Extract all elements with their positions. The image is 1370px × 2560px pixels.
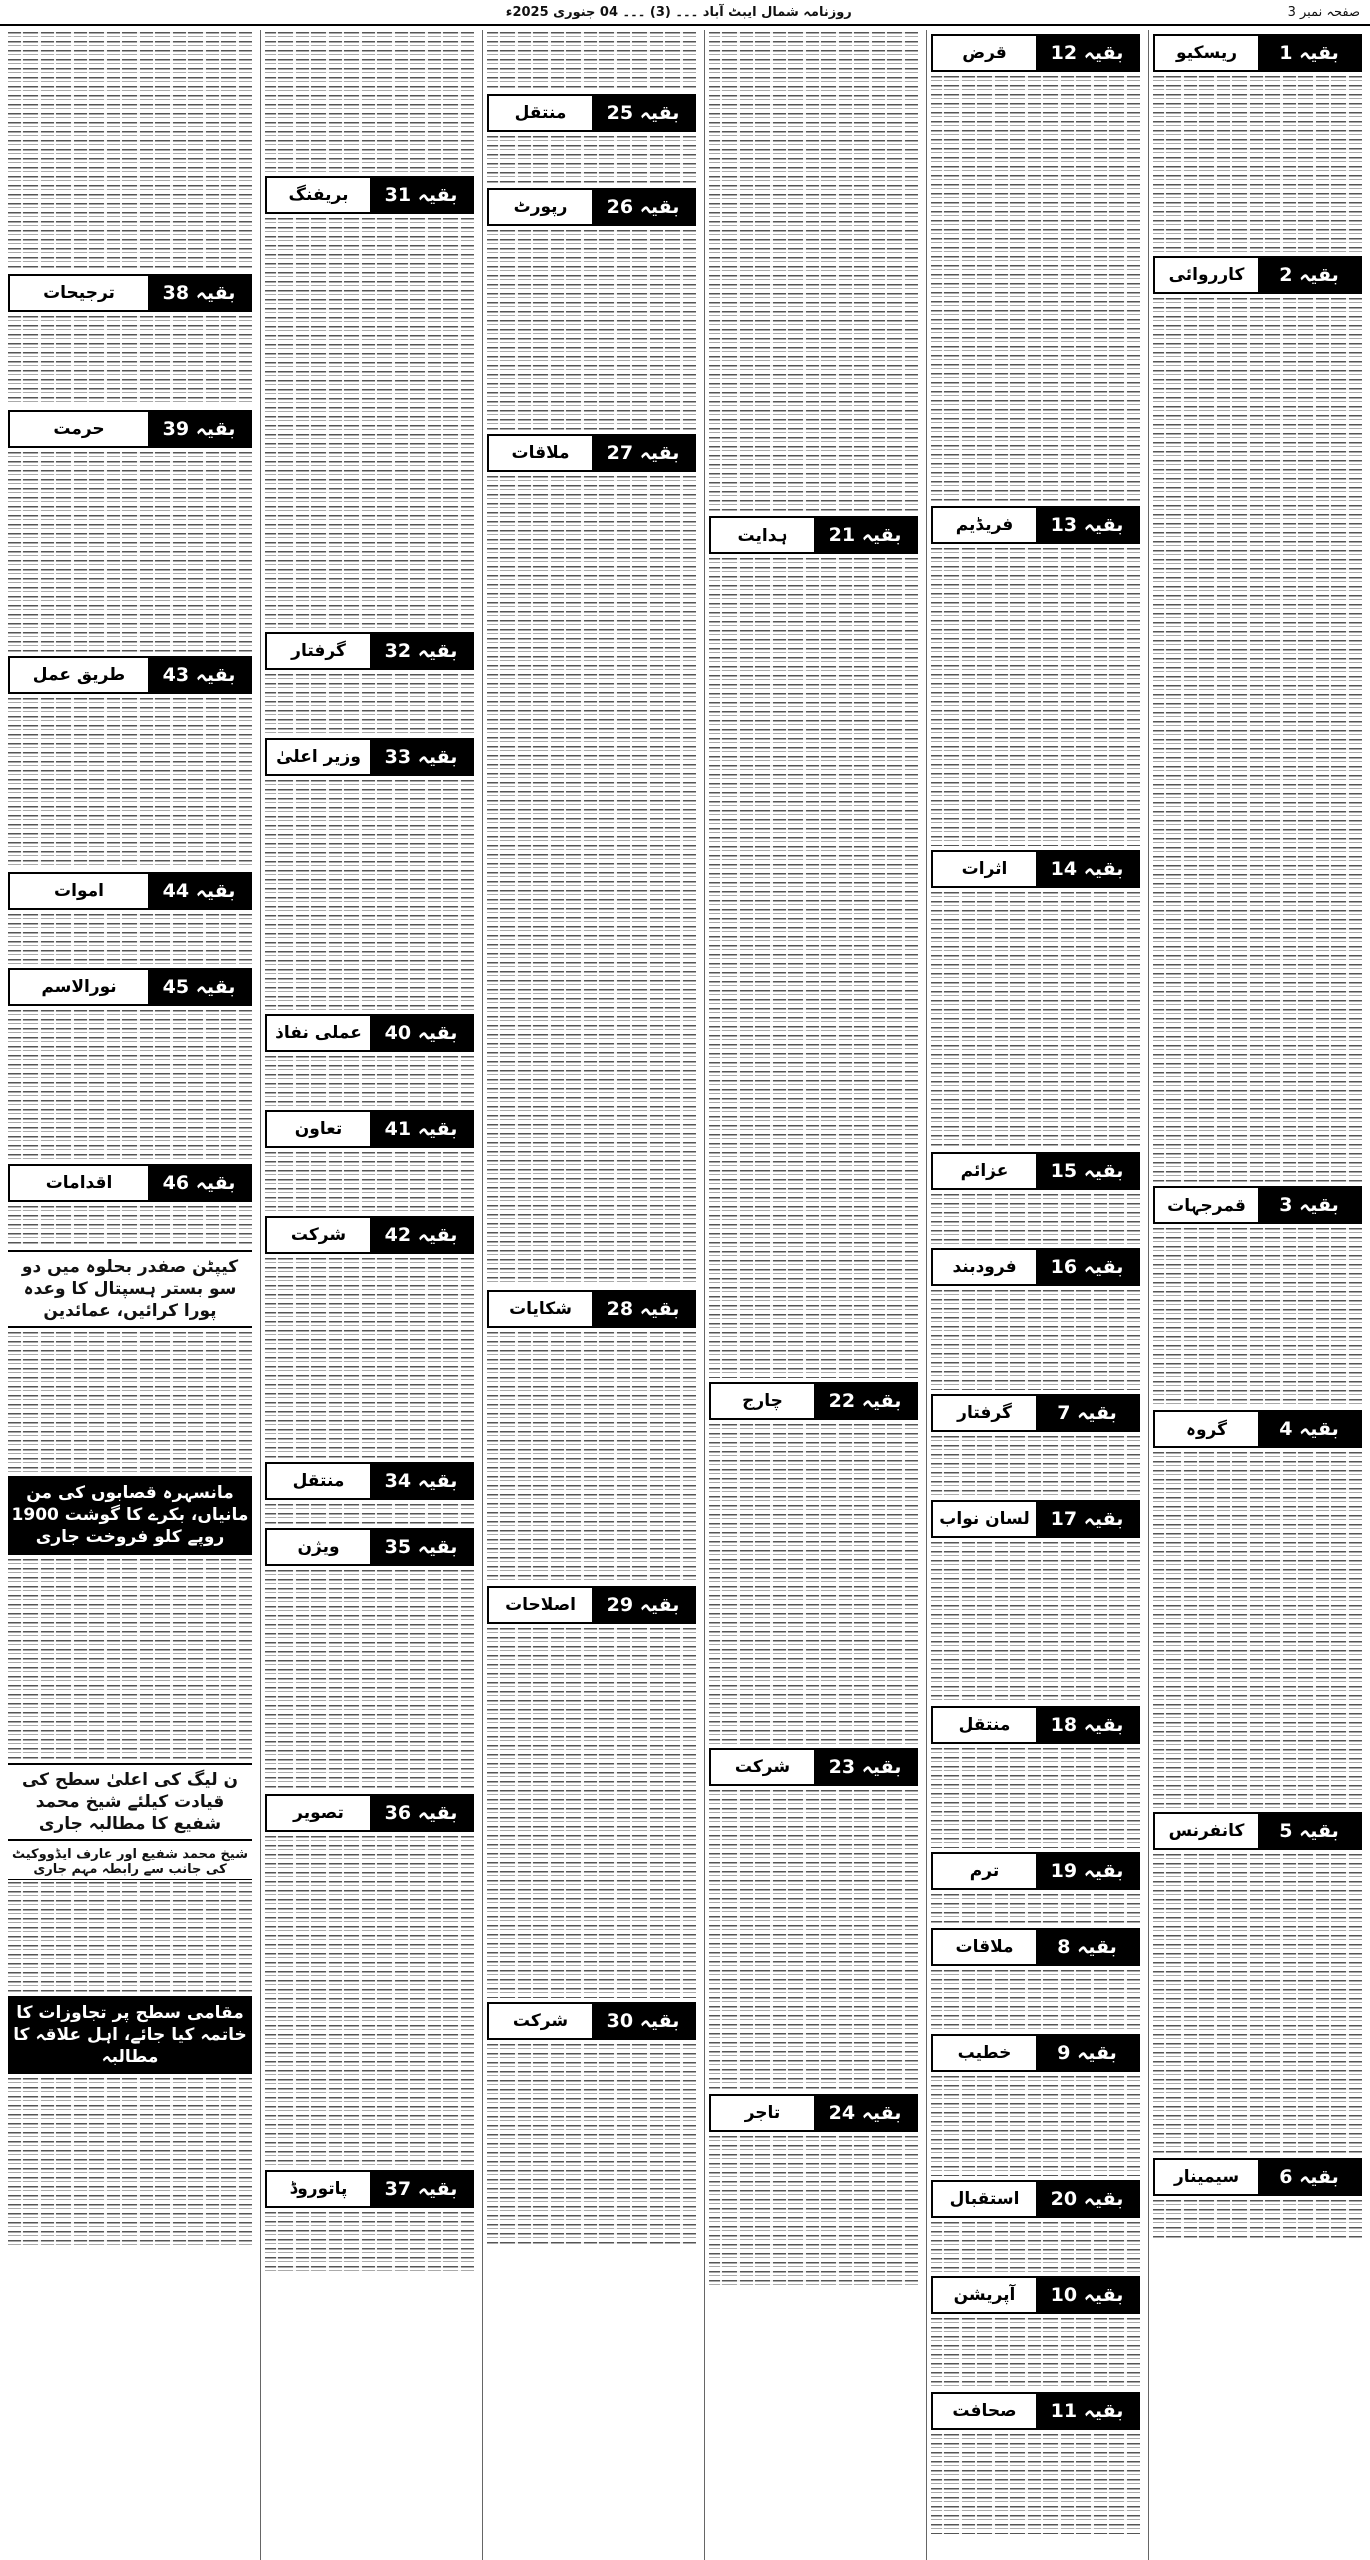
baqia-number: بقیہ 33 xyxy=(370,740,472,774)
baqia-header xyxy=(8,410,252,448)
baqia-header xyxy=(931,506,1140,544)
baqia-number: بقیہ 2 xyxy=(1258,258,1360,292)
baqia-number: بقیہ 36 xyxy=(370,1796,472,1830)
baqia-header xyxy=(265,176,474,214)
column-1 xyxy=(1148,30,1366,2560)
news-headline: ن لیگ کی اعلیٰ سطح کی قیادت کیلئے شیخ محمد شفیع کا مطالبہ جاری xyxy=(8,1763,252,1841)
baqia-header xyxy=(931,1928,1140,1966)
baqia-number: بقیہ 29 xyxy=(592,1588,694,1622)
baqia-header xyxy=(931,1394,1140,1432)
baqia-header xyxy=(931,2180,1140,2218)
article-text-block xyxy=(709,558,918,1378)
article-text-block xyxy=(1153,2200,1362,2240)
baqia-number: بقیہ 14 xyxy=(1036,852,1138,886)
baqia-number: بقیہ 22 xyxy=(814,1384,916,1418)
baqia-number: بقیہ 45 xyxy=(148,970,250,1004)
baqia-number: بقیہ 5 xyxy=(1258,1814,1360,1848)
baqia-header xyxy=(487,2002,696,2040)
baqia-number: بقیہ 39 xyxy=(148,412,250,446)
article-text-block xyxy=(265,1056,474,1106)
baqia-title: قرض xyxy=(933,36,1036,70)
baqia-title: منتقل xyxy=(267,1464,370,1498)
baqia-number: بقیہ 31 xyxy=(370,178,472,212)
baqia-title: ریسکیو xyxy=(1155,36,1258,70)
baqia-header xyxy=(265,1462,474,1500)
baqia-number: بقیہ 28 xyxy=(592,1292,694,1326)
baqia-title: بریفنگ xyxy=(267,178,370,212)
baqia-title: پاتوروڈ xyxy=(267,2172,370,2206)
baqia-number: بقیہ 25 xyxy=(592,96,694,130)
article-text-block xyxy=(931,2318,1140,2388)
baqia-title: اثرات xyxy=(933,852,1036,886)
article-text-block xyxy=(8,914,252,964)
article-text-block xyxy=(8,1206,252,1246)
baqia-title: کارروائی xyxy=(1155,258,1258,292)
article-text-block xyxy=(1153,76,1362,252)
baqia-title: استقبال xyxy=(933,2182,1036,2216)
baqia-number: بقیہ 35 xyxy=(370,1530,472,1564)
baqia-header xyxy=(265,1794,474,1832)
baqia-number: بقیہ 8 xyxy=(1036,1930,1138,1964)
baqia-number: بقیہ 18 xyxy=(1036,1708,1138,1742)
news-headline: مانسہرہ قصابوں کی من مانیاں، بکرے کا گوشت 1900 روپے کلو فروخت جاری xyxy=(8,1476,252,1554)
article-text-block xyxy=(8,1559,252,1759)
baqia-title: ویژن xyxy=(267,1530,370,1564)
baqia-header xyxy=(265,1216,474,1254)
baqia-header xyxy=(265,632,474,670)
article-text-block xyxy=(8,452,252,652)
baqia-header xyxy=(931,1248,1140,1286)
baqia-header xyxy=(709,2094,918,2132)
baqia-header xyxy=(487,434,696,472)
baqia-header xyxy=(709,1748,918,1786)
baqia-header xyxy=(487,188,696,226)
news-subheadline: شیخ محمد شفیع اور عارف ایڈووکیٹ کی جانب سے رابطہ مہم جاری xyxy=(8,1845,252,1880)
baqia-header xyxy=(931,1500,1140,1538)
baqia-number: بقیہ 42 xyxy=(370,1218,472,1252)
baqia-header xyxy=(487,1290,696,1328)
baqia-number: بقیہ 6 xyxy=(1258,2160,1360,2194)
baqia-title: اقدامات xyxy=(10,1166,148,1200)
article-text-block xyxy=(487,1628,696,1998)
baqia-header xyxy=(931,850,1140,888)
baqia-header xyxy=(8,656,252,694)
baqia-number: بقیہ 43 xyxy=(148,658,250,692)
baqia-title: ملاقات xyxy=(489,436,592,470)
article-text-block xyxy=(931,2434,1140,2534)
baqia-title: تاجر xyxy=(711,2096,814,2130)
article-text-block xyxy=(265,1504,474,1524)
baqia-title: اصلاحات xyxy=(489,1588,592,1622)
column-3 xyxy=(704,30,922,2560)
article-text-block xyxy=(931,76,1140,502)
article-text-block xyxy=(487,1332,696,1582)
baqia-number: بقیہ 23 xyxy=(814,1750,916,1784)
article-text-block xyxy=(709,1424,918,1744)
article-text-block xyxy=(709,32,918,512)
baqia-number: بقیہ 26 xyxy=(592,190,694,224)
article-text-block xyxy=(931,2076,1140,2176)
baqia-number: بقیہ 13 xyxy=(1036,508,1138,542)
article-text-block xyxy=(8,1332,252,1472)
baqia-header xyxy=(931,1152,1140,1190)
article-text-block xyxy=(1153,1854,1362,2154)
baqia-header xyxy=(8,872,252,910)
baqia-header xyxy=(8,968,252,1006)
baqia-title: وزیر اعلیٰ xyxy=(267,740,370,774)
baqia-title: ترم xyxy=(933,1854,1036,1888)
baqia-header xyxy=(931,1706,1140,1744)
baqia-title: اموات xyxy=(10,874,148,908)
baqia-number: بقیہ 15 xyxy=(1036,1154,1138,1188)
page-number: صفحہ نمبر 3 xyxy=(1287,4,1360,20)
baqia-header xyxy=(931,1852,1140,1890)
article-text-block xyxy=(709,1790,918,2090)
baqia-title: آپریشن xyxy=(933,2278,1036,2312)
baqia-number: بقیہ 10 xyxy=(1036,2278,1138,2312)
baqia-title: گرفتار xyxy=(267,634,370,668)
baqia-number: بقیہ 3 xyxy=(1258,1188,1360,1222)
article-text-block xyxy=(8,316,252,406)
baqia-header xyxy=(265,1014,474,1052)
baqia-number: بقیہ 12 xyxy=(1036,36,1138,70)
baqia-title: عزائم xyxy=(933,1154,1036,1188)
baqia-title: منتقل xyxy=(489,96,592,130)
baqia-header xyxy=(487,94,696,132)
article-text-block xyxy=(487,230,696,430)
baqia-number: بقیہ 46 xyxy=(148,1166,250,1200)
baqia-title: تصویر xyxy=(267,1796,370,1830)
news-headline: مقامی سطح پر تجاوزات کا خاتمہ کیا جائے، اہل علاقہ کا مطالبہ xyxy=(8,1996,252,2074)
article-text-block xyxy=(487,476,696,1286)
article-text-block xyxy=(1153,298,1362,1182)
baqia-title: حرمت xyxy=(10,412,148,446)
baqia-title: صحافت xyxy=(933,2394,1036,2428)
column-6 xyxy=(4,30,256,2560)
baqia-title: گروہ xyxy=(1155,1412,1258,1446)
baqia-number: بقیہ 21 xyxy=(814,518,916,552)
baqia-number: بقیہ 32 xyxy=(370,634,472,668)
baqia-title: عملی نفاذ xyxy=(267,1016,370,1050)
article-text-block xyxy=(8,1010,252,1160)
baqia-number: بقیہ 9 xyxy=(1036,2036,1138,2070)
baqia-number: بقیہ 44 xyxy=(148,874,250,908)
baqia-title: خطیب xyxy=(933,2036,1036,2070)
article-text-block xyxy=(931,1436,1140,1496)
baqia-title: قمرجہات xyxy=(1155,1188,1258,1222)
baqia-title: ترجیحات xyxy=(10,276,148,310)
baqia-number: بقیہ 1 xyxy=(1258,36,1360,70)
article-text-block xyxy=(1153,1452,1362,1808)
baqia-header xyxy=(265,2170,474,2208)
article-text-block xyxy=(487,136,696,184)
news-headline: کیپٹن صفدر بحلوہ میں دو سو بستر ہسپتال کا وعدہ پورا کرائیں، عمائدین xyxy=(8,1250,252,1328)
baqia-header xyxy=(8,1164,252,1202)
article-text-block xyxy=(487,2044,696,2244)
article-text-block xyxy=(931,1542,1140,1702)
baqia-number: بقیہ 11 xyxy=(1036,2394,1138,2428)
baqia-header xyxy=(709,1382,918,1420)
baqia-number: بقیہ 17 xyxy=(1036,1502,1138,1536)
baqia-title: طریق عمل xyxy=(10,658,148,692)
baqia-number: بقیہ 41 xyxy=(370,1112,472,1146)
article-text-block xyxy=(487,32,696,90)
baqia-header xyxy=(8,274,252,312)
baqia-header xyxy=(487,1586,696,1624)
baqia-number: بقیہ 37 xyxy=(370,2172,472,2206)
baqia-header xyxy=(931,2276,1140,2314)
article-text-block xyxy=(931,1970,1140,2030)
article-text-block xyxy=(931,2222,1140,2272)
article-text-block xyxy=(265,32,474,172)
article-text-block xyxy=(265,1258,474,1458)
baqia-number: بقیہ 16 xyxy=(1036,1250,1138,1284)
baqia-header xyxy=(1153,2158,1362,2196)
baqia-header xyxy=(1153,256,1362,294)
baqia-title: گرفتار xyxy=(933,1396,1036,1430)
baqia-header xyxy=(1153,1186,1362,1224)
baqia-number: بقیہ 19 xyxy=(1036,1854,1138,1888)
baqia-header xyxy=(265,738,474,776)
article-text-block xyxy=(931,892,1140,1148)
article-text-block xyxy=(265,674,474,734)
baqia-title: رپورٹ xyxy=(489,190,592,224)
article-text-block xyxy=(265,780,474,1010)
column-4 xyxy=(482,30,700,2560)
baqia-title: منتقل xyxy=(933,1708,1036,1742)
baqia-title: فرودبند xyxy=(933,1250,1036,1284)
article-text-block xyxy=(8,32,252,270)
article-text-block xyxy=(8,1882,252,1992)
article-text-block xyxy=(931,1894,1140,1924)
baqia-number: بقیہ 4 xyxy=(1258,1412,1360,1446)
baqia-header xyxy=(265,1528,474,1566)
article-text-block xyxy=(931,1748,1140,1848)
baqia-title: فریڈیم xyxy=(933,508,1036,542)
baqia-number: بقیہ 27 xyxy=(592,436,694,470)
article-text-block xyxy=(265,218,474,628)
article-text-block xyxy=(931,1290,1140,1390)
baqia-title: نورالاسم xyxy=(10,970,148,1004)
baqia-title: چارج xyxy=(711,1384,814,1418)
column-5 xyxy=(260,30,478,2560)
baqia-header xyxy=(709,516,918,554)
article-text-block xyxy=(265,1836,474,2166)
article-text-block xyxy=(931,548,1140,846)
baqia-number: بقیہ 34 xyxy=(370,1464,472,1498)
article-text-block xyxy=(931,1194,1140,1244)
baqia-number: بقیہ 38 xyxy=(148,276,250,310)
baqia-number: بقیہ 40 xyxy=(370,1016,472,1050)
baqia-number: بقیہ 24 xyxy=(814,2096,916,2130)
baqia-title: شکایات xyxy=(489,1292,592,1326)
baqia-number: بقیہ 7 xyxy=(1036,1396,1138,1430)
baqia-number: بقیہ 20 xyxy=(1036,2182,1138,2216)
article-text-block xyxy=(1153,1228,1362,1406)
baqia-title: شرکت xyxy=(267,1218,370,1252)
newspaper-title: روزنامہ شمال ایبٹ آباد ۔۔۔ (3) ۔۔۔ 04 جنوری 2025ء xyxy=(505,4,852,20)
baqia-title: ملاقات xyxy=(933,1930,1036,1964)
baqia-header xyxy=(931,2034,1140,2072)
baqia-title: لسان نواب xyxy=(933,1502,1036,1536)
baqia-title: شرکت xyxy=(489,2004,592,2038)
article-text-block xyxy=(709,2136,918,2286)
baqia-header xyxy=(1153,1812,1362,1850)
baqia-title: ہدایت xyxy=(711,518,814,552)
article-text-block xyxy=(265,2212,474,2272)
baqia-header xyxy=(1153,34,1362,72)
article-text-block xyxy=(265,1570,474,1790)
baqia-title: سیمینار xyxy=(1155,2160,1258,2194)
article-text-block xyxy=(265,1152,474,1212)
article-text-block xyxy=(8,2078,252,2248)
baqia-title: کانفرنس xyxy=(1155,1814,1258,1848)
column-2 xyxy=(926,30,1144,2560)
baqia-title: شرکت xyxy=(711,1750,814,1784)
article-text-block xyxy=(8,698,252,868)
baqia-title: تعاون xyxy=(267,1112,370,1146)
baqia-number: بقیہ 30 xyxy=(592,2004,694,2038)
baqia-header xyxy=(1153,1410,1362,1448)
baqia-header xyxy=(931,2392,1140,2430)
masthead xyxy=(0,0,1370,26)
baqia-header xyxy=(265,1110,474,1148)
baqia-header xyxy=(931,34,1140,72)
